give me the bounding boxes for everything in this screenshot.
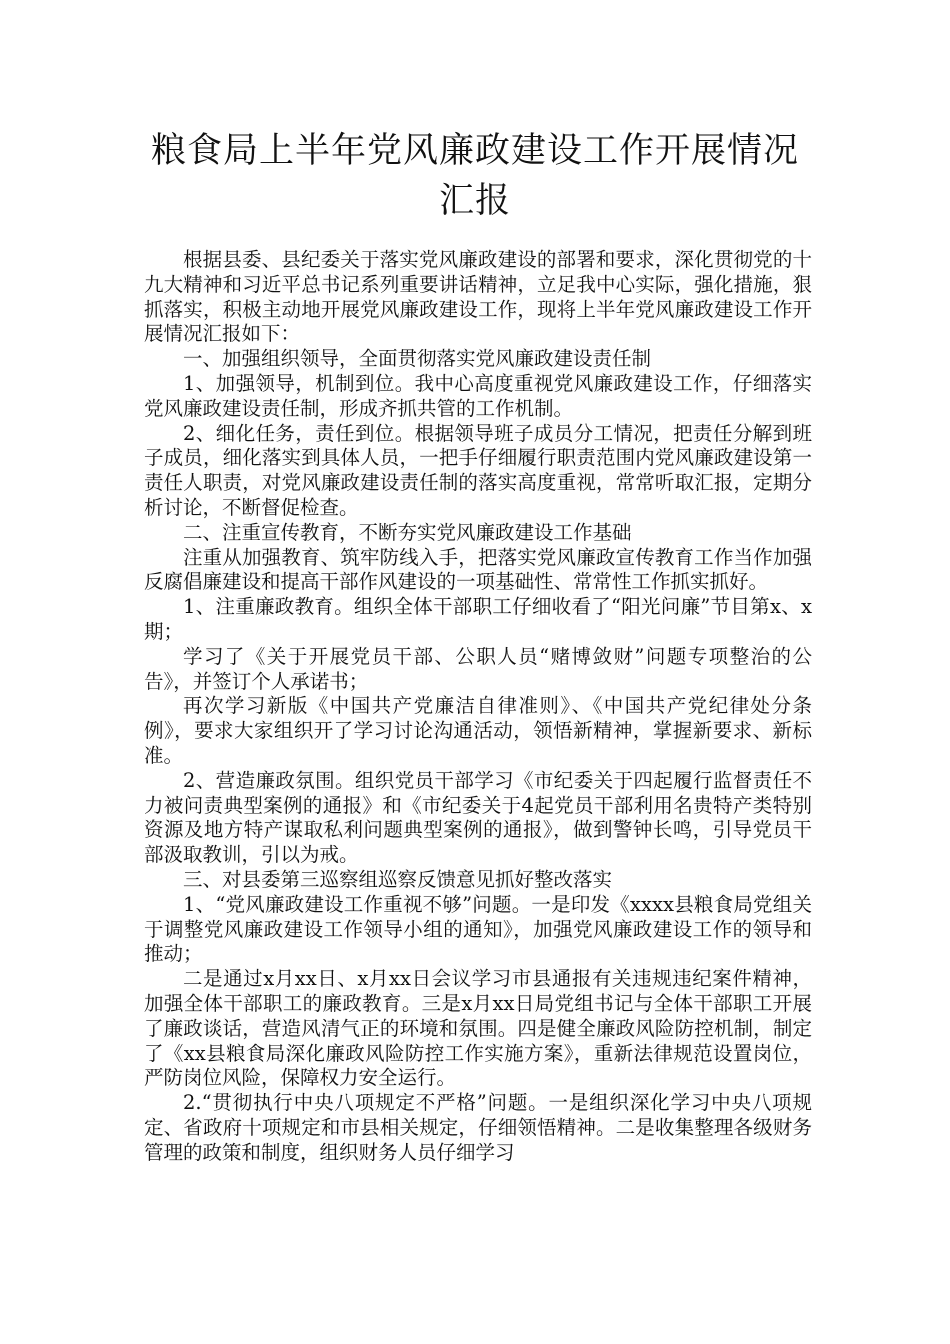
section-heading-3: 三、对县委第三巡察组巡察反馈意见抓好整改落实: [183, 867, 613, 891]
paragraph-2-1-b: 学习了《关于开展党员干部、公职人员“赌博敛财”问题专项整治的公告》，并签订个人承诺书；: [144, 644, 812, 693]
document-body: [144, 248, 812, 1165]
paragraph-1-1: 1、加强领导，机制到位。我中心高度重视党风廉政建设工作，仔细落实党风廉政建设责任制，形成齐抓共管的工作机制。: [144, 371, 812, 420]
paragraph-2-2: 2、营造廉政氛围。组织党员干部学习《市纪委关于四起履行监督责任不力被问责典型案例的通报》和《市纪委关于4起党员干部利用名贵特产类特别资源及地方特产谋取私利问题典型案例的通报》，做到警钟长鸣，引导党员干部汲取教训，引以为戒。: [144, 768, 812, 867]
paragraph-2-1: 1、注重廉政教育。组织全体干部职工仔细收看了“阳光问廉”节目第x、x期；: [144, 595, 812, 643]
document-title-line-2: 汇报: [438, 181, 511, 221]
section-heading-1: 一、加强组织领导，全面贯彻落实党风廉政建设责任制: [183, 347, 652, 371]
paragraph-3-1-b: 二是通过x月xx日、x月xx日会议学习市县通报有关违规违纪案件精神，加强全体干部职工的廉政教育。三是x月xx日局党组书记与全体干部职工开展了廉政谈话，营造风清气正的环境和氛围。四是健全廉政风险防控机制，制定了《xx县粮食局深化廉政风险防控工作实施方案》，重新法律规范设置岗位，严防岗位风险，保障权力安全运行。: [144, 967, 812, 1090]
document-title: [120, 126, 830, 226]
paragraph-2-1-c: 再次学习新版《中国共产党廉洁自律准则》、《中国共产党纪律处分条例》，要求大家组织开了学习讨论沟通活动，领悟新精神，掌握新要求、新标准。: [144, 694, 812, 767]
section-heading-2: 二、注重宣传教育，不断夯实党风廉政建设工作基础: [183, 520, 632, 544]
document-title-line-1: 粮食局上半年党风廉政建设工作开展情况: [150, 131, 799, 171]
paragraph-3-2: 2.“贯彻执行中央八项规定不严格”问题。一是组织深化学习中央八项规定、省政府十项规定和市县相关规定，仔细领悟精神。二是收集整理各级财务管理的政策和制度，组织财务人员仔细学习: [144, 1091, 812, 1164]
paragraph-2-intro: 注重从加强教育、筑牢防线入手，把落实党风廉政宣传教育工作当作加强反腐倡廉建设和提高干部作风建设的一项基础性、常常性工作抓实抓好。: [144, 545, 812, 594]
paragraph-1-2: 2、细化任务，责任到位。根据领导班子成员分工情况，把责任分解到班子成员，细化落实到具体人员，一把手仔细履行职责范围内党风廉政建设第一责任人职责，对党风廉政建设责任制的落实高度重视，常常听取汇报，定期分析讨论，不断督促检查。: [144, 421, 812, 519]
paragraph-3-1: 1、“党风廉政建设工作重视不够”问题。一是印发《xxxx县粮食局党组关于调整党风廉政建设工作领导小组的通知》，加强党风廉政建设工作的领导和推动；: [144, 892, 812, 966]
intro-paragraph: 根据县委、县纪委关于落实党风廉政建设的部署和要求，深化贯彻党的十九大精神和习近平总书记系列重要讲话精神，立足我中心实际，强化措施，狠抓落实，积极主动地开展党风廉政建设工作，现将上半年党风廉政建设工作开展情况汇报如下：: [144, 248, 812, 346]
